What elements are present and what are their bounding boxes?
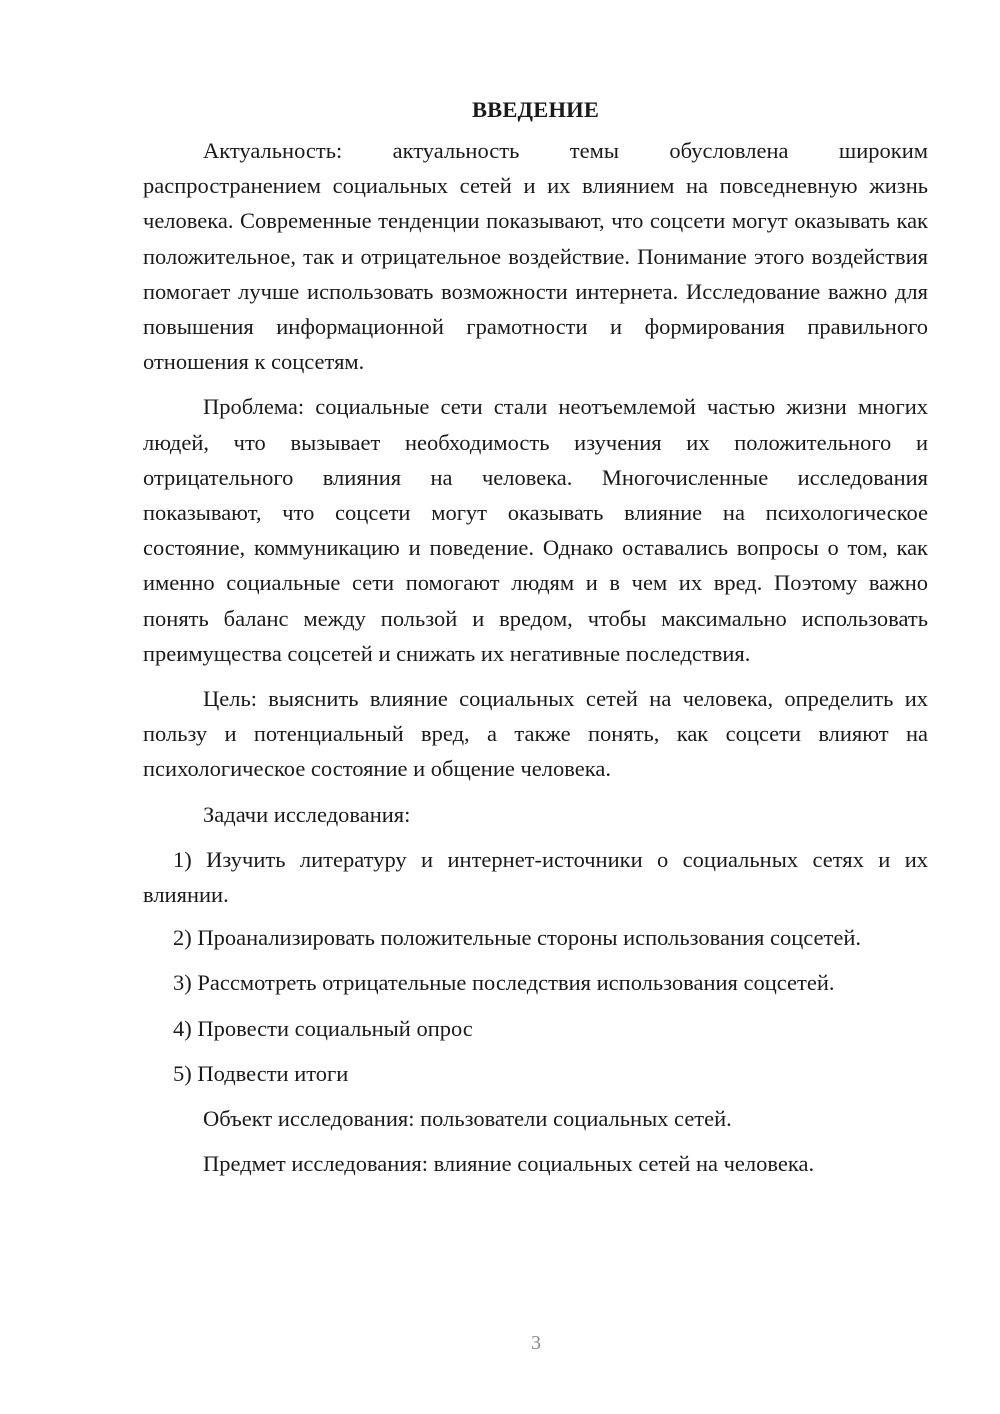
task-item: 1) Изучить литературу и интернет-источники о социальных сетях и их влиянии. bbox=[143, 846, 928, 908]
subject-paragraph: Предмет исследования: влияние социальных сетей на человека. bbox=[203, 1151, 815, 1177]
goal-paragraph: Цель: выяснить влияние социальных сетей на человека, определить их пользу и потенциальный вред, а также понять, как соцсети влияют на психологическое состояние и общение человека. bbox=[143, 686, 928, 782]
page-number: 3 bbox=[531, 1332, 541, 1354]
tasks-title: Задачи исследования: bbox=[203, 801, 411, 827]
task-item: 3) Рассмотреть отрицательные последствия использования соцсетей. bbox=[173, 970, 835, 996]
problem-paragraph: Проблема: социальные сети стали неотъемлемой частью жизни многих людей, что вызывает необходимость изучения их положительного и отрицательного влияния на человека. Многочисленные исследования показывают, что соцсети могут оказывать влияние на психологическое состояние, коммуникацию и поведение. Однако оставались вопросы о том, как именно социальные сети помогают людям и в чем их вред. Поэтому важно понять баланс между пользой и вредом, чтобы максимально использовать преимущества соцсетей и снижать их негативные последствия. bbox=[143, 394, 928, 666]
section-heading: ВВЕДЕНИЕ bbox=[471, 97, 600, 122]
document-body bbox=[143, 92, 928, 1191]
relevance-paragraph: Актуальность: актуальность темы обусловлена широким распространением социальных сетей и их влиянием на повседневную жизнь человека. Современные тенденции показывают, что соцсети могут оказывать как положительное, так и отрицательное воздействие. Понимание этого воздействия помогает лучше использовать возможности интернета. Исследование важно для повышения информационной грамотности и формирования правильного отношения к соцсетям. bbox=[143, 138, 928, 375]
task-item: 4) Провести социальный опрос bbox=[173, 1015, 473, 1041]
task-item: 2) Проанализировать положительные стороны использования соцсетей. bbox=[173, 925, 862, 951]
task-item: 5) Подвести итоги bbox=[173, 1060, 349, 1086]
object-paragraph: Объект исследования: пользователи социальных сетей. bbox=[203, 1106, 732, 1132]
